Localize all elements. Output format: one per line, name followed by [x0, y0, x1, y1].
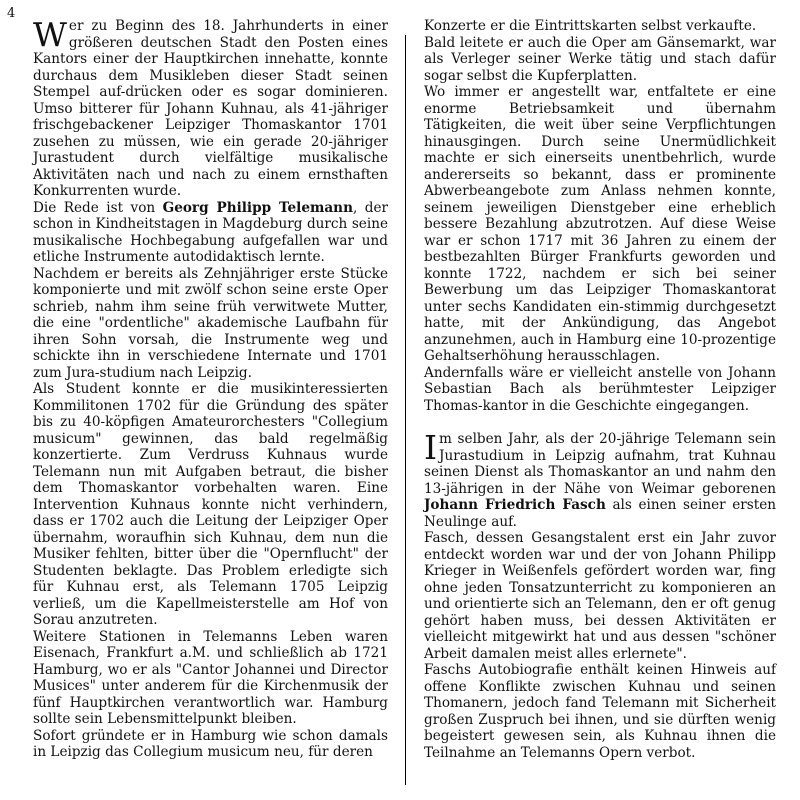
paragraph-telemann: [33, 200, 388, 266]
paragraph-text: als einen seiner ersten Neulinge auf.: [424, 497, 776, 530]
paragraph-concerts: Konzerte er die Eintrittskarten selbst verkaufte.: [424, 18, 757, 34]
paragraph-opera: Bald leitete er auch die Oper am Gänsemarkt, war als Verleger seiner Werke tätig und stach dafür sogar selbst die Kupferplatten.: [424, 34, 776, 84]
paragraph-intro: [33, 15, 388, 200]
right-column: [424, 18, 776, 761]
paragraph-childhood: Nachdem er bereits als Zehnjähriger erste Stücke komponierte und mit zwölf schon seine erste Oper schrieb, nahm ihm seine früh verwitwete Mutter, die eine "ordentliche" akademische Laufbahn für ihren Sohn vorsah, die Instrumente weg und schickte ihn in verschiedene Internate und 1701 zum Jura-studium nach Leipzig.: [33, 265, 388, 381]
drop-cap: W: [33, 15, 67, 54]
paragraph-stations: Weitere Stationen in Telemanns Leben waren Eisenach, Frankfurt a.M. und schließlich ab 1721 Hamburg, wo er als "Cantor Johannei und Director Musices" unter anderem für die Kirchenmusik der fünf Hauptkirchen verantwortlich war. Hamburg sollte sein Lebensmittelpunkt bleiben.: [33, 628, 388, 727]
paragraph-fasch-intro: [424, 428, 776, 530]
left-column: [33, 15, 388, 761]
paragraph-bach: Andernfalls wäre er vielleicht anstelle von Johann Sebastian Bach als berühmtester Leipziger Thomas-kantor in die Geschichte eingegangen.: [424, 364, 776, 414]
drop-cap: I: [424, 428, 438, 467]
page-number: 4: [7, 6, 16, 21]
paragraph-hamburg: Sofort gründete er in Hamburg wie schon damals in Leipzig das Collegium musicum neu, für deren: [33, 727, 388, 760]
paragraph-text: m selben Jahr, als der 20-jährige Telemann sein Jurastudium in Leipzig aufnahm, trat Kuhnau seinen Dienst als Thomaskantor an und nahm den 13-jährigen in der Nähe von Weimar geborenen: [424, 431, 776, 497]
paragraph-text: er zu Beginn des 18. Jahrhunderts in einer größeren deutschen Stadt den Posten eines Kantors einer der Hauptkirchen innehatte, konnte durchaus dem Musikleben dieser Stadt seinen Stempel auf-drücken oder es sogar dominieren. Umso bitterer für Johann Kuhnau, als 41-jähriger frischgebackener Leipziger Thomaskantor 1701 zusehen zu müssen, wie ein gerade 20-jähriger Jurastudent durch vielfältige musikalische Aktivitäten nach und nach zu einem ernsthaften Konkurrenten wurde.: [33, 18, 388, 199]
paragraph-text: , der schon in Kindheitstagen in Magdeburg durch seine musikalische Hochbegabung aufgefallen war und etliche Instrumente autodidaktisch lernte.: [33, 199, 388, 265]
paragraph-fasch-talent: Fasch, dessen Gesangstalent erst ein Jahr zuvor entdeckt worden war und der von Johann Philipp Krieger in Weißenfels gefördert worden war, fing ohne jeden Tonsatzunterricht zu komponieren an und orientierte sich an Telemann, den er oft genug gehört haben muss, bei dessen Aktivitäten er vielleicht mitgewirkt hat und aus dessen "schöner Arbeit damalen meist alles erlernete".: [424, 530, 776, 662]
section-gap: [424, 414, 776, 431]
person-name-telemann: Georg Philipp Telemann: [162, 199, 353, 216]
paragraph-autobiography: Faschs Autobiografie enthält keinen Hinweis auf offene Konflikte zwischen Kuhnau und seinen Thomanern, jedoch fand Telemann mit Sicherheit großen Zuspruch bei ihnen, und sie dürften wenig begeistert gewesen sein, als Kuhnau ihnen die Teilnahme an Telemanns Opern verbot.: [424, 662, 776, 761]
paragraph-career: Wo immer er angestellt war, entfaltete er eine enorme Betriebsamkeit und übernahm Tätigkeiten, die weit über seine Verpflichtungen hinausgingen. Durch seine Unermüdlichkeit machte er sich einerseits unentbehrlich, wurde andererseits so bekannt, dass er prominente Abwerbeangebote zum Anlass nehmen konnte, seinem jeweiligen Dienstgeber eine erheblich bessere Bezahlung abzutrotzen. Auf diese Weise war er schon 1717 mit 36 Jahren zu einem der bestbezahlten Bürger Frankfurts geworden und konnte 1722, nachdem er sich bei seiner Bewerbung um das Leipziger Thomaskantorat unter sechs Kandidaten ein-stimmig durchgesetzt hatte, mit der Ankündigung, das Angebot anzunehmen, auch in Hamburg eine 10-prozentige Gehaltserhöhung herausschlagen.: [424, 84, 776, 364]
person-name-fasch: Johann Friedrich Fasch: [424, 497, 606, 513]
column-divider: [405, 35, 406, 785]
paragraph-text: Die Rede ist von: [33, 199, 163, 216]
paragraph-student: Als Student konnte er die musikinteressierten Kommilitonen 1702 für die Gründung des später bis zu 40-köpfigen Amateurorchesters "Collegium musicum" gewinnen, das bald regelmäßig konzertierte. Zum Verdruss Kuhnaus wurde Telemann nun mit Aufgaben betraut, die bisher dem Thomaskantor vorbehalten waren. Eine Intervention Kuhnaus konnte nicht verhindern, dass er 1702 auch die Leitung der Leipziger Oper übernahm, woraufhin sich Kuhnau, dem nun die Musiker fehlten, bitter über die "Opernflucht" der Studenten beklagte. Das Problem erledigte sich für Kuhnau erst, als Telemann 1705 Leipzig verließ, um die Kapellmeisterstelle am Hof von Sorau anzutreten.: [33, 381, 388, 628]
